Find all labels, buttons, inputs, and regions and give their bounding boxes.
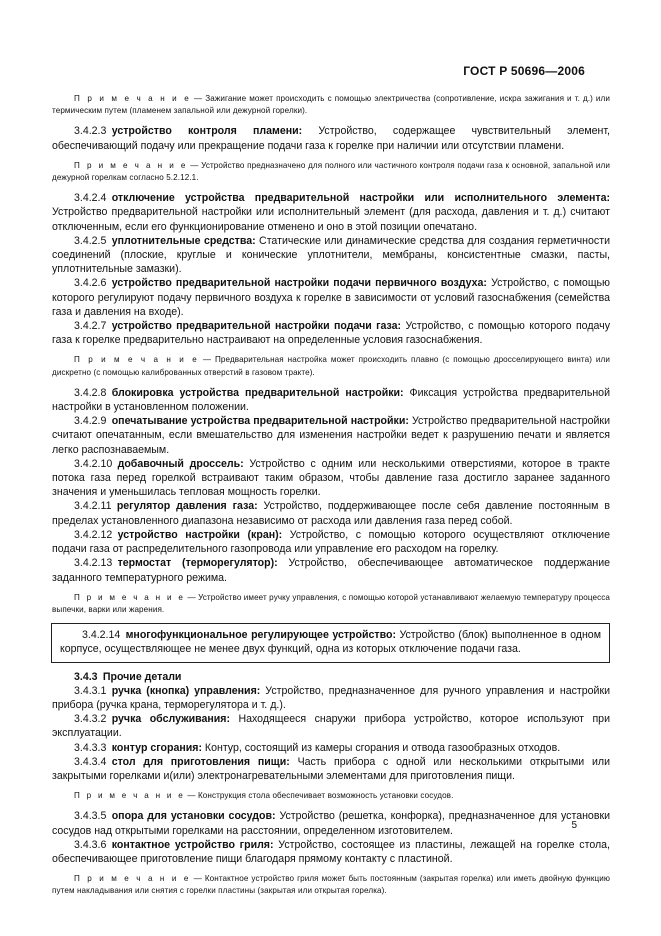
definition-paragraph <box>52 741 610 755</box>
definition-paragraph <box>52 755 610 783</box>
term: блокировка устройства предварительной настройки: <box>111 386 404 399</box>
term: опечатывание устройства предварительной настройки: <box>111 415 409 428</box>
standard-header: ГОСТ Р 50696—2006 <box>463 64 585 78</box>
spacer <box>52 802 610 809</box>
clause-number: 3.4.2.8 <box>74 386 107 399</box>
spacer <box>52 783 610 790</box>
clause-number: 3.4.3.3 <box>74 741 107 754</box>
note-paragraph <box>52 873 610 897</box>
note-label: П р и м е ч а н и е <box>74 791 186 801</box>
spacer <box>52 379 610 386</box>
term: отключение устройства предварительной настройки или исполнительного элемента: <box>111 192 610 205</box>
definition-text: Устройство, предназначенное для ручного управления и настройки прибора (ручка крана, терморегулятора и т. д.). <box>52 684 610 711</box>
spacer <box>52 866 610 873</box>
clause-number: 3.4.3.4 <box>74 755 107 768</box>
note-paragraph <box>52 160 610 184</box>
note-text: — Зажигание может происходить с помощью электричества (сопротивление, искра зажигания и т. д.) или термическим путем (пламенем запальной или дежурной горелки). <box>52 94 610 116</box>
page-number: 5 <box>571 820 577 831</box>
term: термостат (терморегулятор): <box>117 557 278 570</box>
term: стол для приготовления пищи: <box>111 755 290 768</box>
definition-paragraph <box>52 528 610 556</box>
definition-text: Контур, состоящий из камеры сгорания и отвода газообразных отходов. <box>201 741 561 754</box>
section-title: Прочие детали <box>102 670 182 683</box>
term: многофункциональное регулирующее устройство: <box>125 629 396 642</box>
definition-paragraph <box>52 191 610 234</box>
section-heading <box>52 670 610 684</box>
definition-text: Находящееся снаружи прибора устройство, которое используют при эксплуатации. <box>52 713 610 740</box>
term: добавочный дроссель: <box>117 457 244 470</box>
note-label: П р и м е ч а н и е <box>74 94 192 103</box>
spacer <box>52 117 610 124</box>
note-paragraph <box>52 592 610 616</box>
note-label: П р и м е ч а н и е <box>74 355 200 365</box>
term: устройство предварительной настройки подачи газа: <box>111 320 402 333</box>
note-text: — Устройство предназначено для полного или частичного контроля подачи газа к основной, запальной или дежурной горелкам согласно 5.2.12.1. <box>52 160 610 183</box>
note-paragraph <box>52 93 610 117</box>
clause-number: 3.4.2.4 <box>74 192 107 205</box>
term: контактное устройство гриля: <box>111 838 274 851</box>
spacer <box>52 616 610 623</box>
definition-paragraph <box>52 499 610 527</box>
definition-text: Устройство, с помощью которого регулируют подачу первичного воздуха к горелке в зависимости от условий газоснабжения (семейства газа и давления на входе). <box>52 277 610 318</box>
note-paragraph <box>52 354 610 378</box>
term: регулятор давления газа: <box>116 500 258 513</box>
document-body <box>52 93 610 898</box>
clause-number: 3.4.2.13 <box>74 557 113 570</box>
definition-paragraph <box>52 838 610 866</box>
boxed-definition <box>51 623 610 662</box>
clause-number: 3.4.2.11 <box>74 500 112 513</box>
term: уплотнительные средства: <box>111 234 256 247</box>
definition-text: Устройство, с помощью которого подачу газа к горелке предварительно настраивают на определенные условия газоснабжения. <box>52 320 610 347</box>
clause-number: 3.4.2.14 <box>82 629 121 642</box>
clause-number: 3.4.3.5 <box>74 810 107 823</box>
term: ручка (кнопка) управления: <box>111 684 261 697</box>
section-number: 3.4.3 <box>74 670 98 683</box>
definition-paragraph <box>52 457 610 500</box>
clause-number: 3.4.2.6 <box>74 277 107 290</box>
clause-number: 3.4.2.5 <box>74 234 107 247</box>
definition-text: Фиксация устройства предварительной настройки в установленном положении. <box>52 386 610 414</box>
definition-text: Устройство, обеспечивающее автоматическое поддержание заданного температурного режима. <box>52 557 610 584</box>
clause-number: 3.4.2.12 <box>74 528 113 541</box>
spacer <box>52 663 610 670</box>
definition-paragraph <box>52 684 610 712</box>
term: опора для установки сосудов: <box>111 810 276 823</box>
definition-paragraph <box>52 319 610 347</box>
definition-text: Устройство, содержащее чувствительный элемент, обеспечивающий подачу или прекращение подачи газа к горелке при наличии или отсутствии пламени. <box>52 125 610 152</box>
note-label: П р и м е ч а н и е <box>74 592 186 602</box>
definition-paragraph <box>52 386 610 414</box>
clause-number: 3.4.2.7 <box>74 320 107 333</box>
clause-number: 3.4.3.2 <box>74 713 107 726</box>
clause-number: 3.4.3.1 <box>74 684 107 697</box>
definition-paragraph <box>52 809 610 837</box>
spacer <box>52 153 610 160</box>
definition-text: Устройство, поддерживающее после себя давление постоянным в пределах установленного диапазона независимо от расхода или давления газа перед собой. <box>52 500 610 527</box>
definition-text: Часть прибора с одной или несколькими открытыми или закрытыми горелками и(или) электронагревательными элементами для приготовления пищи. <box>52 755 610 782</box>
term: устройство предварительной настройки подачи первичного воздуха: <box>111 277 487 290</box>
note-paragraph <box>52 790 610 802</box>
note-label: П р и м е ч а н и е <box>74 874 191 884</box>
term: ручка обслуживания: <box>111 713 230 726</box>
definition-text: Устройство (блок) выполненное в одном корпусе, осуществляющее не менее двух функций, одна из которых отключение подачи газа. <box>60 629 601 656</box>
definition-paragraph <box>52 234 610 277</box>
clause-number: 3.4.2.3 <box>74 125 107 138</box>
definition-text: Устройство (решетка, конфорка), предназначенное для установки сосудов над открытыми горелками на расстоянии, определенном изготовителем. <box>52 810 611 837</box>
definition-paragraph <box>52 124 610 152</box>
definition-text: Устройство предварительной настройки или исполнительный элемент (для расхода, давления и т. д.) считают отключенным, если его функционирование отменено и оно в этой позиции опечатано. <box>52 206 610 233</box>
clause-number: 3.4.2.9 <box>74 415 107 428</box>
term: устройство контроля пламени: <box>111 125 303 138</box>
definition-text: Устройство, состоящее из пластины, лежащей на горелке стола, обеспечивающее приготовление пищи благодаря прямому контакту с пластиной. <box>52 838 611 865</box>
spacer <box>52 347 610 354</box>
term: устройство настройки (кран): <box>117 528 283 541</box>
definition-paragraph <box>52 414 610 457</box>
note-text: — Устройство имеет ручку управления, с помощью которой устанавливают желаемую температуру процесса выпечки, варки или жарения. <box>52 592 610 614</box>
spacer <box>52 184 610 191</box>
note-text: — Предварительная настройка может происходить плавно (с помощью дросселирующего винта) или дискретно (с помощью калиброванных отверстий в газовом тракте). <box>52 355 610 377</box>
term: контур сгорания: <box>111 741 202 754</box>
definition-paragraph <box>52 556 610 584</box>
definition-text: Устройство, с помощью которого осуществляют отключение подачи газа от распределительного газопровода или управление его расходом на горелку. <box>52 528 610 556</box>
definition-text: Устройство с одним или несколькими отверстиями, которое в тракте потока газа перед горелкой встраивают таким образом, чтобы давление газа достигло заранее заданного значения и уменьшилась тепловая мощность горелки. <box>52 457 610 499</box>
definition-text: Устройство предварительной настройки считают опечатанным, если вмешательство для изменения настройки ведет к разрушению печати и является легко распознаваемым. <box>52 415 610 456</box>
definition-paragraph <box>60 628 601 656</box>
note-text: — Контактное устройство гриля может быть постоянным (закрытая горелка) или иметь двойную функцию путем накладывания или снятия с горелки пластины (закрытая или открытая горелка). <box>52 874 610 896</box>
note-text: — Конструкция стола обеспечивает возможность установки сосудов. <box>185 791 454 801</box>
definition-paragraph <box>52 712 610 740</box>
definition-paragraph <box>52 276 610 319</box>
clause-number: 3.4.3.6 <box>74 838 107 851</box>
definition-text: Статические или динамические средства для создания герметичности соединений (плоские, круглые и конические уплотнители, мембраны, консистентные смазки, пасты, уплотнительные замазки). <box>52 234 610 276</box>
spacer <box>52 585 610 592</box>
note-label: П р и м е ч а н и е <box>74 160 188 170</box>
clause-number: 3.4.2.10 <box>74 457 113 470</box>
